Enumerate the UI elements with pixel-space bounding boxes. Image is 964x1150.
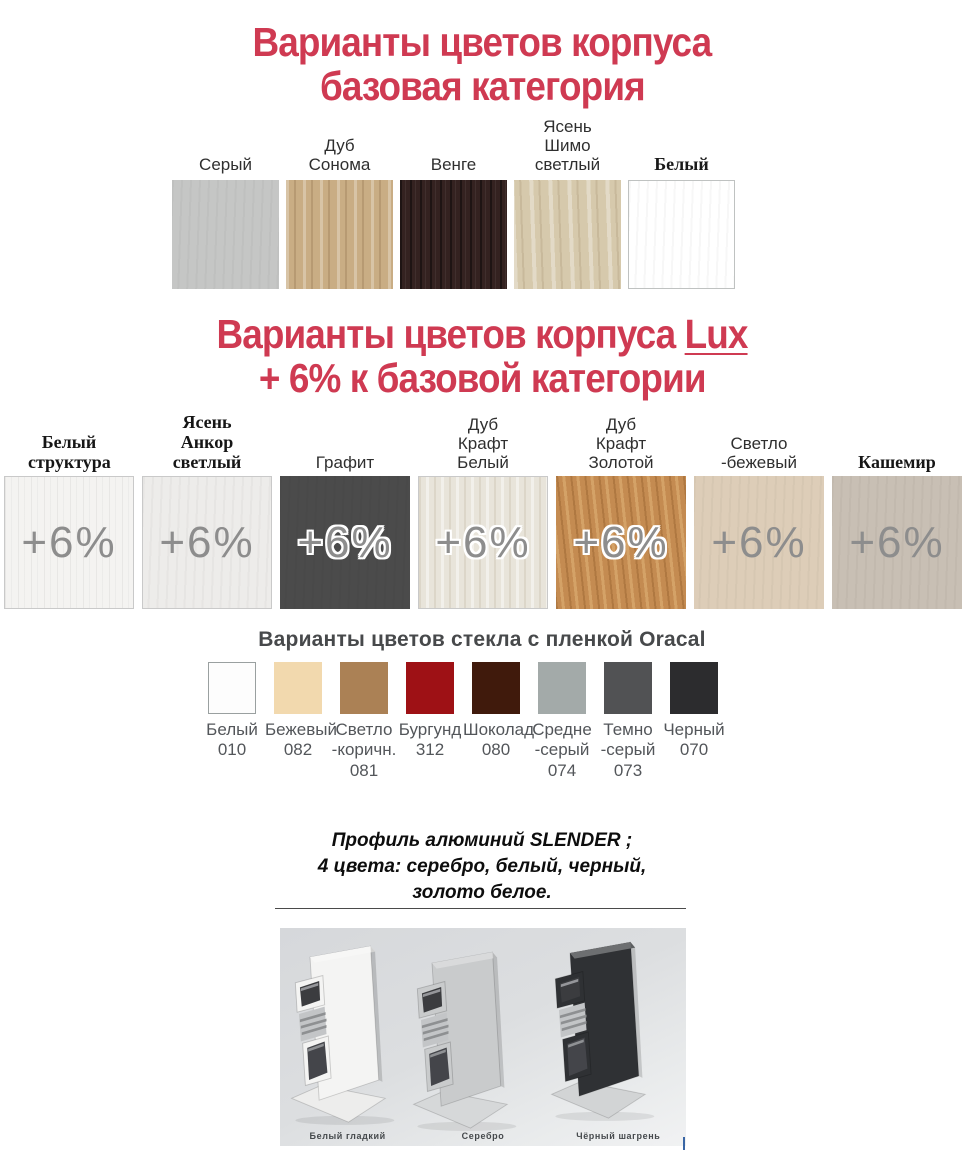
color-swatch — [694, 476, 824, 609]
swatch-label — [286, 112, 393, 180]
swatch-label-text: Кашемир — [858, 451, 936, 472]
color-swatch — [142, 476, 272, 609]
base-title-line2-text: базовая категория — [319, 63, 645, 109]
oracal-color-code: 081 — [349, 760, 379, 780]
oracal-swatch-label — [265, 720, 337, 781]
color-swatch — [406, 662, 454, 714]
color-swatch — [4, 476, 134, 609]
surcharge-badge: +6% — [297, 517, 393, 567]
base-swatch-cell — [172, 112, 279, 289]
oracal-color-name: Шоколад — [463, 720, 535, 739]
oracal-color-name: Темно -серый — [600, 720, 656, 760]
oracal-swatch-label — [529, 720, 595, 781]
lux-swatch-cell — [142, 406, 272, 609]
aluminum-profile-drawing — [548, 940, 658, 1124]
oracal-section-title: Варианты цветов стекла с пленкой Oracal — [258, 628, 706, 651]
base-title-line1 — [0, 20, 964, 64]
profile-black — [548, 940, 658, 1124]
lux-swatch-cell — [556, 406, 686, 609]
base-swatch-cell — [628, 112, 735, 289]
profile-silver — [410, 950, 520, 1134]
slender-line2: 4 цвета: серебро, белый, черный, — [317, 856, 647, 877]
color-swatch — [832, 476, 962, 609]
oracal-color-name: Белый — [206, 720, 258, 739]
swatch-label — [628, 112, 735, 180]
oracal-color-code: 070 — [679, 740, 709, 760]
profile-label: Серебро — [461, 1131, 505, 1141]
swatch-label — [514, 112, 621, 180]
lux-title-line2-text: + 6% к базовой категории — [258, 355, 706, 401]
base-swatch-row — [172, 112, 735, 289]
profile-label-row — [280, 1131, 686, 1141]
aluminum-profile-drawing — [410, 950, 520, 1134]
oracal-color-code: 080 — [481, 740, 511, 760]
oracal-swatch-label — [397, 720, 463, 781]
slender-line1: Профиль алюминий SLENDER ; — [331, 830, 633, 851]
blue-edge-mark — [683, 1137, 685, 1150]
lux-swatch-cell — [280, 406, 410, 609]
oracal-color-name: Бежевый — [265, 720, 337, 739]
color-swatch — [514, 180, 621, 289]
oracal-swatch-cell — [604, 662, 652, 714]
oracal-swatch-label — [331, 720, 397, 781]
lux-swatch-row — [4, 406, 962, 609]
color-swatch — [286, 180, 393, 289]
oracal-color-code: 073 — [613, 760, 643, 780]
swatch-label-text: Светло -бежевый — [720, 433, 798, 472]
oracal-color-code: 082 — [283, 740, 313, 760]
surcharge-badge: +6% — [435, 517, 531, 567]
surcharge-badge: +6% — [573, 517, 669, 567]
oracal-swatch-row — [208, 662, 718, 714]
color-swatch — [604, 662, 652, 714]
lux-section-title — [0, 312, 964, 400]
swatch-label-text: Серый — [199, 154, 252, 174]
lux-title-line1-text — [216, 312, 747, 356]
oracal-color-name: Черный — [663, 720, 725, 739]
swatch-label-text: Дуб Сонома — [308, 135, 371, 174]
color-swatch — [538, 662, 586, 714]
base-section-title — [0, 20, 964, 108]
base-swatch-cell — [514, 112, 621, 289]
swatch-label-text: Ясень Шимо светлый — [534, 116, 601, 174]
oracal-swatch-cell — [538, 662, 586, 714]
swatch-label-text: Белый структура — [28, 431, 111, 472]
swatch-label — [694, 406, 824, 476]
lux-title-line2 — [0, 356, 964, 400]
oracal-swatch-cell — [274, 662, 322, 714]
color-swatch — [208, 662, 256, 714]
swatch-label — [172, 112, 279, 180]
profile-white — [288, 944, 398, 1128]
color-swatch — [556, 476, 686, 609]
oracal-color-name: Светло -коричн. — [331, 720, 397, 760]
oracal-swatch-label — [661, 720, 727, 781]
swatch-label — [4, 406, 134, 476]
profiles-photo — [280, 928, 686, 1146]
lux-title-line1 — [0, 312, 964, 356]
base-swatch-cell — [286, 112, 393, 289]
surcharge-badge: +6% — [159, 517, 255, 567]
swatch-label — [142, 406, 272, 476]
swatch-label-text: Дуб Крафт Золотой — [588, 414, 654, 472]
surcharge-badge: +6% — [21, 517, 117, 567]
color-swatch — [340, 662, 388, 714]
oracal-color-code: 074 — [547, 760, 577, 780]
lux-swatch-cell — [4, 406, 134, 609]
color-swatch — [472, 662, 520, 714]
swatch-label-text: Белый — [654, 153, 709, 174]
oracal-swatch-cell — [472, 662, 520, 714]
swatch-label-text: Ясень Анкор светлый — [172, 411, 242, 472]
oracal-swatch-label — [199, 720, 265, 781]
swatch-label — [832, 406, 962, 476]
swatch-label — [280, 406, 410, 476]
oracal-swatch-cell — [340, 662, 388, 714]
oracal-color-code: 312 — [415, 740, 445, 760]
swatch-label-text: Графит — [315, 452, 375, 472]
swatch-label-text: Дуб Крафт Белый — [457, 414, 509, 472]
lux-swatch-cell — [694, 406, 824, 609]
profile-label: Белый гладкий — [309, 1131, 386, 1141]
oracal-swatch-cell — [406, 662, 454, 714]
oracal-swatch-label — [463, 720, 535, 781]
swatch-label — [418, 406, 548, 476]
color-swatch — [400, 180, 507, 289]
divider-line — [275, 908, 686, 909]
surcharge-badge: +6% — [849, 517, 945, 567]
base-title-line2 — [0, 64, 964, 108]
oracal-swatch-cell — [670, 662, 718, 714]
oracal-color-name: Средне -серый — [532, 720, 592, 760]
color-swatch — [274, 662, 322, 714]
oracal-label-row — [199, 720, 727, 781]
aluminum-profile-drawing — [288, 944, 398, 1128]
lux-swatch-cell — [418, 406, 548, 609]
base-title-line1-text: Варианты цветов корпуса — [252, 19, 712, 65]
oracal-color-name: Бургунд — [398, 720, 462, 739]
oracal-color-code: 010 — [217, 740, 247, 760]
lux-title-lux-word: Lux — [684, 311, 748, 357]
oracal-swatch-cell — [208, 662, 256, 714]
lux-title-prefix: Варианты цветов корпуса — [216, 311, 685, 357]
swatch-label-text: Венге — [430, 154, 477, 174]
slender-profile-text — [0, 828, 964, 906]
oracal-swatch-label — [595, 720, 661, 781]
surcharge-badge: +6% — [711, 517, 807, 567]
color-swatch — [628, 180, 735, 289]
profile-label: Чёрный шагрень — [576, 1131, 661, 1141]
color-swatch — [172, 180, 279, 289]
swatch-label — [400, 112, 507, 180]
swatch-label — [556, 406, 686, 476]
color-swatch — [280, 476, 410, 609]
color-swatch — [670, 662, 718, 714]
lux-swatch-cell — [832, 406, 962, 609]
base-swatch-cell — [400, 112, 507, 289]
slender-line3: золото белое. — [412, 882, 552, 903]
color-swatch — [418, 476, 548, 609]
